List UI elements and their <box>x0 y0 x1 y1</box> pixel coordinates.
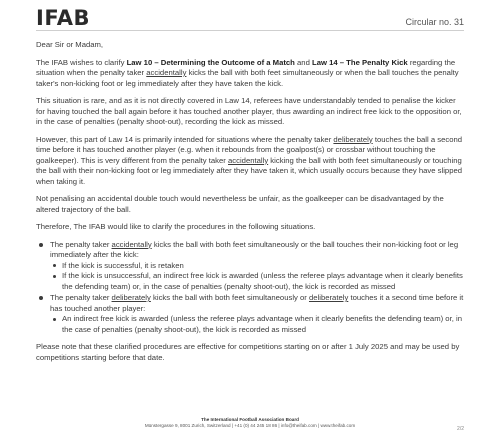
paragraph-effective-date: Please note that these clarified procedures are effective for competitions starting on or after 1 July 2025 and may be used by competitions starting before that date. <box>36 342 460 362</box>
letter-body <box>36 40 466 370</box>
law-14-reference: Law 14 – The Penalty Kick <box>312 57 408 67</box>
sub-list-item: If the kick is unsuccessful, an indirect free kick is awarded (unless the referee plays advantage when it clearly benefits the defending team) or, in the case of penalties (penalty shoot-out), the kick is recorded as missed <box>62 271 466 292</box>
text: kicking the ball with both feet simultaneously or touching the ball with their non-kicking foot or leg immediately after they have taken it, which usually occurs because they have slipped when taking it. <box>36 155 463 186</box>
emphasis-accidentally: accidentally <box>111 239 152 249</box>
list-item-accidental <box>50 240 466 293</box>
procedures-list <box>36 240 466 336</box>
footer <box>0 417 500 429</box>
emphasis-deliberately: deliberately <box>308 293 349 302</box>
circular-number: Circular no. 31 <box>405 17 464 27</box>
sub-list <box>50 261 466 293</box>
ifab-logo: IFAB <box>36 6 91 30</box>
text: The penalty taker <box>50 293 112 302</box>
paragraph-situation: This situation is rare, and as it is not directly covered in Law 14, referees have understandably tended to penalise the kicker for having touched the ball again before it has touched another player, thus awarding an indirect free kick to the opposition or, in the case of penalties (penalty shoot-out), recording the kick as missed. <box>36 96 462 126</box>
sub-list-item: If the kick is successful, it is retaken <box>62 261 466 272</box>
emphasis-deliberately: deliberately <box>333 134 373 144</box>
footer-org: The International Football Association Board <box>201 417 299 422</box>
text: The IFAB wishes to clarify <box>36 57 127 67</box>
text: kicks the ball with both feet simultaneously or <box>150 293 309 302</box>
text: kicks the ball with both feet simultaneously or when the ball touches the penalty taker's non-kicking foot or leg immediately after they have taken the kick. <box>36 68 459 88</box>
text: However, this part of Law 14 is primarily intended for situations where the penalty taker <box>36 134 334 144</box>
text: The penalty taker <box>50 239 112 249</box>
paragraph-therefore: Therefore, The IFAB would like to clarify the procedures in the following situations. <box>36 222 316 231</box>
text: and <box>294 57 312 67</box>
sub-list-item: An indirect free kick is awarded (unless the referee plays advantage when it clearly benefits the defending team) or, in the case of penalties (penalty shoot-out), the kick is recorded as missed <box>62 314 466 335</box>
page-number: 2/2 <box>457 426 464 432</box>
sub-list <box>50 314 466 335</box>
header-divider <box>36 30 464 31</box>
text: touches the ball a second time before it has touched another player (e.g. when it rebounds from the goalpost(s) or crossbar without touching the goalkeeper). This is very different from the penalty taker <box>36 134 463 165</box>
law-10-reference: Law 10 – Determining the Outcome of a Match <box>126 57 295 67</box>
emphasis-deliberately: deliberately <box>111 293 151 302</box>
emphasis-accidentally: accidentally <box>146 68 187 77</box>
list-item-deliberate <box>50 293 466 335</box>
text: touches it a second time before it has touched another player: <box>50 293 464 313</box>
salutation: Dear Sir or Madam, <box>36 40 104 49</box>
footer-address: Münstergasse 9, 8001 Zurich, Switzerland | +41 (0) 44 245 18 86 | info@theifab.com | www.theifab.com <box>144 423 356 428</box>
emphasis-accidentally: accidentally <box>228 155 269 165</box>
paragraph-intro <box>36 58 466 90</box>
text: kicks the ball with both feet simultaneously or the ball touches their non-kicking foot or leg immediately after the kick: <box>50 239 459 259</box>
text: regarding the situation when the penalty taker <box>36 57 456 77</box>
paragraph-however <box>36 135 466 188</box>
paragraph-unfair: Not penalising an accidental double touch would nevertheless be unfair, as the goalkeeper can be disadvantaged by the altered trajectory of the ball. <box>36 194 444 214</box>
